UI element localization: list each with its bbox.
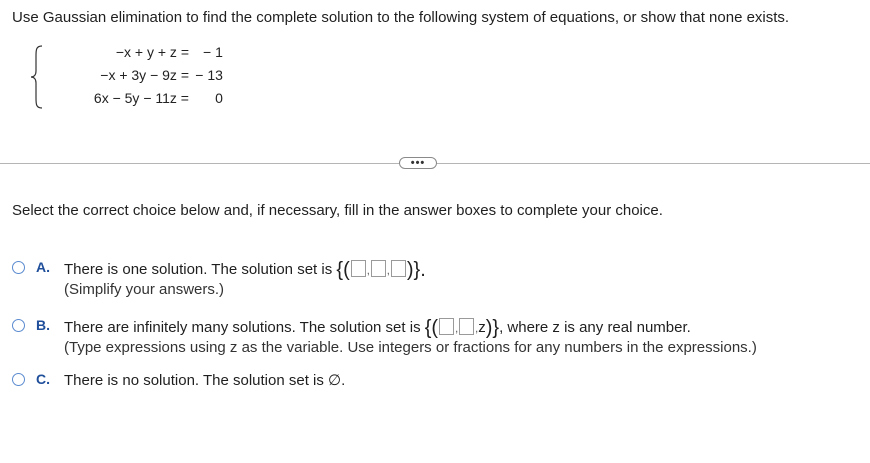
equation-system — [30, 44, 230, 114]
question-text: Use Gaussian elimination to find the complete solution to the following system of equations, or show that none exists. — [12, 9, 790, 26]
more-button[interactable]: ••• — [399, 157, 437, 169]
answer-box-b2[interactable] — [459, 318, 474, 335]
answer-box-a1[interactable] — [351, 260, 366, 277]
choice-a-hint: (Simplify your answers.) — [64, 281, 225, 298]
equation-row-1: −x + y + z = − 1 — [115, 44, 223, 60]
choice-b-letter: B. — [36, 317, 50, 333]
choice-c-text: There is no solution. The solution set is ∅. — [64, 372, 346, 389]
choice-a-text: There is one solution. The solution set is {( , , )}. — [64, 259, 426, 281]
answer-box-a2[interactable] — [371, 260, 386, 277]
answer-box-b1[interactable] — [439, 318, 454, 335]
choice-b-text: There are infinitely many solutions. The solution set is {( , ,z)}, where z is any real number. — [64, 317, 691, 339]
equation-row-3: 6x − 5y − 11z = 0 — [93, 90, 223, 106]
answer-box-a3[interactable] — [391, 260, 406, 277]
choice-a-letter: A. — [36, 259, 50, 275]
instruction-text: Select the correct choice below and, if necessary, fill in the answer boxes to complete your choice. — [12, 202, 663, 219]
left-brace-icon — [30, 44, 44, 110]
radio-a[interactable] — [12, 261, 25, 274]
equation-row-2: −x + 3y − 9z = − 13 — [100, 67, 223, 83]
radio-c[interactable] — [12, 373, 25, 386]
choice-b-hint: (Type expressions using z as the variable. Use integers or fractions for any numbers in the expressions.) — [64, 339, 757, 356]
choice-c-letter: C. — [36, 371, 50, 387]
radio-b[interactable] — [12, 319, 25, 332]
